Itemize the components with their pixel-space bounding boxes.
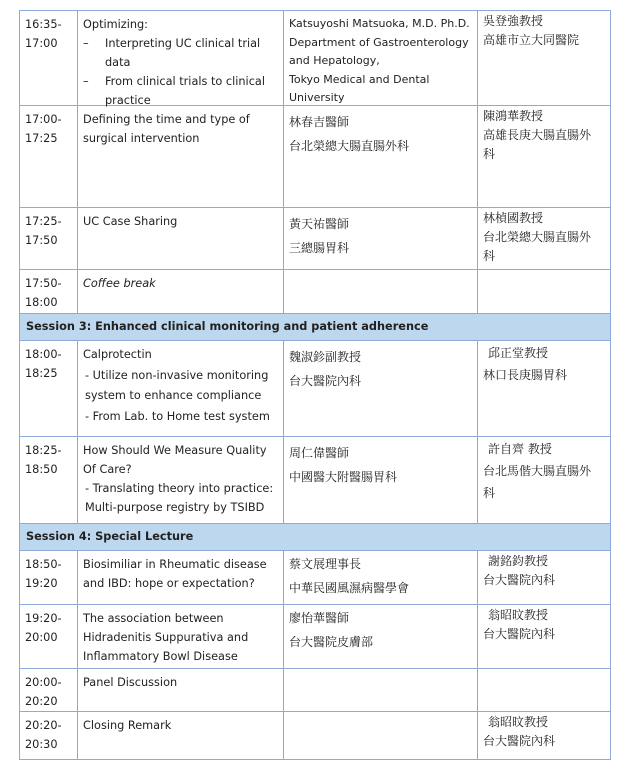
time-start: 17:50- <box>25 277 62 290</box>
moderator-name: 吳登強教授 <box>483 14 544 28</box>
table-row <box>19 712 611 760</box>
moderator-cell <box>478 437 610 523</box>
moderator-affiliation: 台北馬偕大腸直腸外 <box>483 464 592 478</box>
speaker-affiliation: 台北榮總大腸直腸外科 <box>289 139 410 153</box>
moderator-cell <box>478 669 610 711</box>
moderator-cell <box>478 605 610 668</box>
time-cell <box>20 11 78 105</box>
time-cell <box>20 551 78 604</box>
topic-title: Closing Remark <box>83 719 172 732</box>
time-end: 19:20 <box>25 577 58 590</box>
speaker-cell <box>284 270 478 313</box>
moderator-name: 許自齊 教授 <box>488 442 552 456</box>
moderator-name: 翁昭旼教授 <box>488 715 549 729</box>
time-end: 18:00 <box>25 296 58 309</box>
moderator-name: 翁昭旼教授 <box>488 608 549 622</box>
moderator-affiliation: 科 <box>483 249 496 263</box>
topic-cell <box>78 270 284 313</box>
session-header-row <box>19 314 611 341</box>
dash-bullet: – <box>83 37 89 50</box>
topic-title: The association between Hidradenitis Suppurativa and Inflammatory Bowl Disease <box>83 612 249 663</box>
topic-title: Coffee break <box>83 277 156 290</box>
time-end: 18:50 <box>25 463 58 476</box>
table-row <box>19 669 611 712</box>
topic-cell <box>78 341 284 436</box>
moderator-cell <box>478 270 610 313</box>
moderator-name: 林楨國教授 <box>483 211 544 225</box>
table-row <box>19 341 611 437</box>
time-start: 17:00- <box>25 113 62 126</box>
speaker-name: 周仁偉醫師 <box>289 446 350 460</box>
topic-cell <box>78 106 284 207</box>
moderator-affiliation: 台大醫院內科 <box>483 627 556 641</box>
topic-subitem: - Utilize non-invasive monitoring system to enhance compliance <box>85 368 269 402</box>
time-cell <box>20 106 78 207</box>
speaker-cell <box>284 669 478 711</box>
speaker-cell <box>284 106 478 207</box>
bullet-item <box>83 72 278 110</box>
topic-subitem: - From Lab. to Home test system <box>85 409 270 423</box>
topic-title: How Should We Measure Quality Of Care? <box>83 444 267 476</box>
moderator-affiliation: 台大醫院內科 <box>483 734 556 748</box>
topic-cell <box>78 437 284 523</box>
time-start: 20:20- <box>25 719 62 732</box>
moderator-cell <box>478 11 610 105</box>
bullet-text: From clinical trials to clinical practice <box>105 75 265 107</box>
dash-bullet: – <box>83 75 89 88</box>
topic-title: UC Case Sharing <box>83 215 178 228</box>
topic-title: Panel Discussion <box>83 676 178 689</box>
table-row <box>19 270 611 314</box>
speaker-cell <box>284 11 478 105</box>
session-title: Session 4: Special Lecture <box>20 524 610 550</box>
speaker-line: Katsuyoshi Matsuoka, M.D. Ph.D. <box>289 17 470 30</box>
speaker-name: 魏淑鉁副教授 <box>289 350 362 364</box>
time-cell <box>20 270 78 313</box>
time-start: 18:25- <box>25 444 62 457</box>
time-cell <box>20 437 78 523</box>
speaker-cell <box>284 437 478 523</box>
time-end: 20:30 <box>25 738 58 751</box>
session-header-row <box>19 524 611 551</box>
moderator-cell <box>478 712 610 759</box>
topic-title: Optimizing: <box>83 18 148 31</box>
time-start: 16:35- <box>25 18 62 31</box>
session-title: Session 3: Enhanced clinical monitoring and patient adherence <box>20 314 610 340</box>
moderator-cell <box>478 341 610 436</box>
moderator-cell <box>478 208 610 269</box>
moderator-affiliation: 林口長庚腸胃科 <box>483 368 568 382</box>
time-end: 20:20 <box>25 695 58 708</box>
speaker-cell <box>284 712 478 759</box>
speaker-line: University <box>289 91 345 104</box>
speaker-name: 蔡文展理事長 <box>289 557 362 571</box>
topic-subitem: - Translating theory into practice: Multi-purpose registry by TSIBD <box>85 482 274 514</box>
topic-title: Defining the time and type of surgical intervention <box>83 113 250 145</box>
time-start: 18:50- <box>25 558 62 571</box>
speaker-affiliation: 台大醫院皮膚部 <box>289 635 374 649</box>
speaker-cell <box>284 341 478 436</box>
topic-title: Calprotectin <box>83 348 152 361</box>
moderator-affiliation: 科 <box>483 486 496 500</box>
moderator-affiliation: 台北榮總大腸直腸外 <box>483 230 592 244</box>
table-row <box>19 106 611 208</box>
topic-title: Biosimiliar in Rheumatic disease and IBD: hope or expectation? <box>83 558 267 590</box>
agenda-table <box>19 10 611 760</box>
speaker-line: and Hepatology, <box>289 54 380 67</box>
time-start: 18:00- <box>25 348 62 361</box>
speaker-cell <box>284 551 478 604</box>
speaker-cell <box>284 208 478 269</box>
table-row <box>19 10 611 106</box>
table-row <box>19 208 611 270</box>
speaker-cell <box>284 605 478 668</box>
speaker-name: 黃天祐醫師 <box>289 217 350 231</box>
topic-cell <box>78 669 284 711</box>
moderator-affiliation: 科 <box>483 147 496 161</box>
time-cell <box>20 341 78 436</box>
speaker-line: Tokyo Medical and Dental <box>289 72 430 86</box>
moderator-cell <box>478 106 610 207</box>
bullet-item <box>83 34 278 72</box>
time-cell <box>20 208 78 269</box>
speaker-affiliation: 中華民國風濕病醫學會 <box>289 581 410 595</box>
speaker-affiliation: 中國醫大附醫腸胃科 <box>289 470 398 484</box>
topic-cell <box>78 551 284 604</box>
time-cell <box>20 712 78 759</box>
topic-cell <box>78 605 284 668</box>
time-end: 18:25 <box>25 367 58 380</box>
table-row <box>19 551 611 605</box>
speaker-name: 林春吉醫師 <box>289 115 350 129</box>
moderator-affiliation: 台大醫院內科 <box>483 573 556 587</box>
table-row <box>19 605 611 669</box>
table-row <box>19 437 611 524</box>
time-start: 17:25- <box>25 215 62 228</box>
time-start: 20:00- <box>25 676 62 689</box>
time-end: 17:50 <box>25 234 58 247</box>
speaker-name: 廖怡華醫師 <box>289 611 350 625</box>
moderator-affiliation: 高雄市立大同醫院 <box>483 33 580 47</box>
topic-cell <box>78 208 284 269</box>
bullet-text: Interpreting UC clinical trial data <box>105 37 261 69</box>
time-cell <box>20 605 78 668</box>
speaker-line: Department of Gastroenterology <box>289 35 469 49</box>
time-cell <box>20 669 78 711</box>
moderator-name: 謝銘鈞教授 <box>488 554 549 568</box>
time-end: 17:00 <box>25 37 58 50</box>
moderator-affiliation: 高雄長庚大腸直腸外 <box>483 128 592 142</box>
time-end: 20:00 <box>25 631 58 644</box>
topic-cell <box>78 11 284 105</box>
time-start: 19:20- <box>25 612 62 625</box>
moderator-name: 陳鴻華教授 <box>483 109 544 123</box>
speaker-affiliation: 台大醫院內科 <box>289 374 362 388</box>
moderator-name: 邱正堂教授 <box>488 346 549 360</box>
topic-cell <box>78 712 284 759</box>
time-end: 17:25 <box>25 132 58 145</box>
moderator-cell <box>478 551 610 604</box>
speaker-affiliation: 三總腸胃科 <box>289 241 350 255</box>
